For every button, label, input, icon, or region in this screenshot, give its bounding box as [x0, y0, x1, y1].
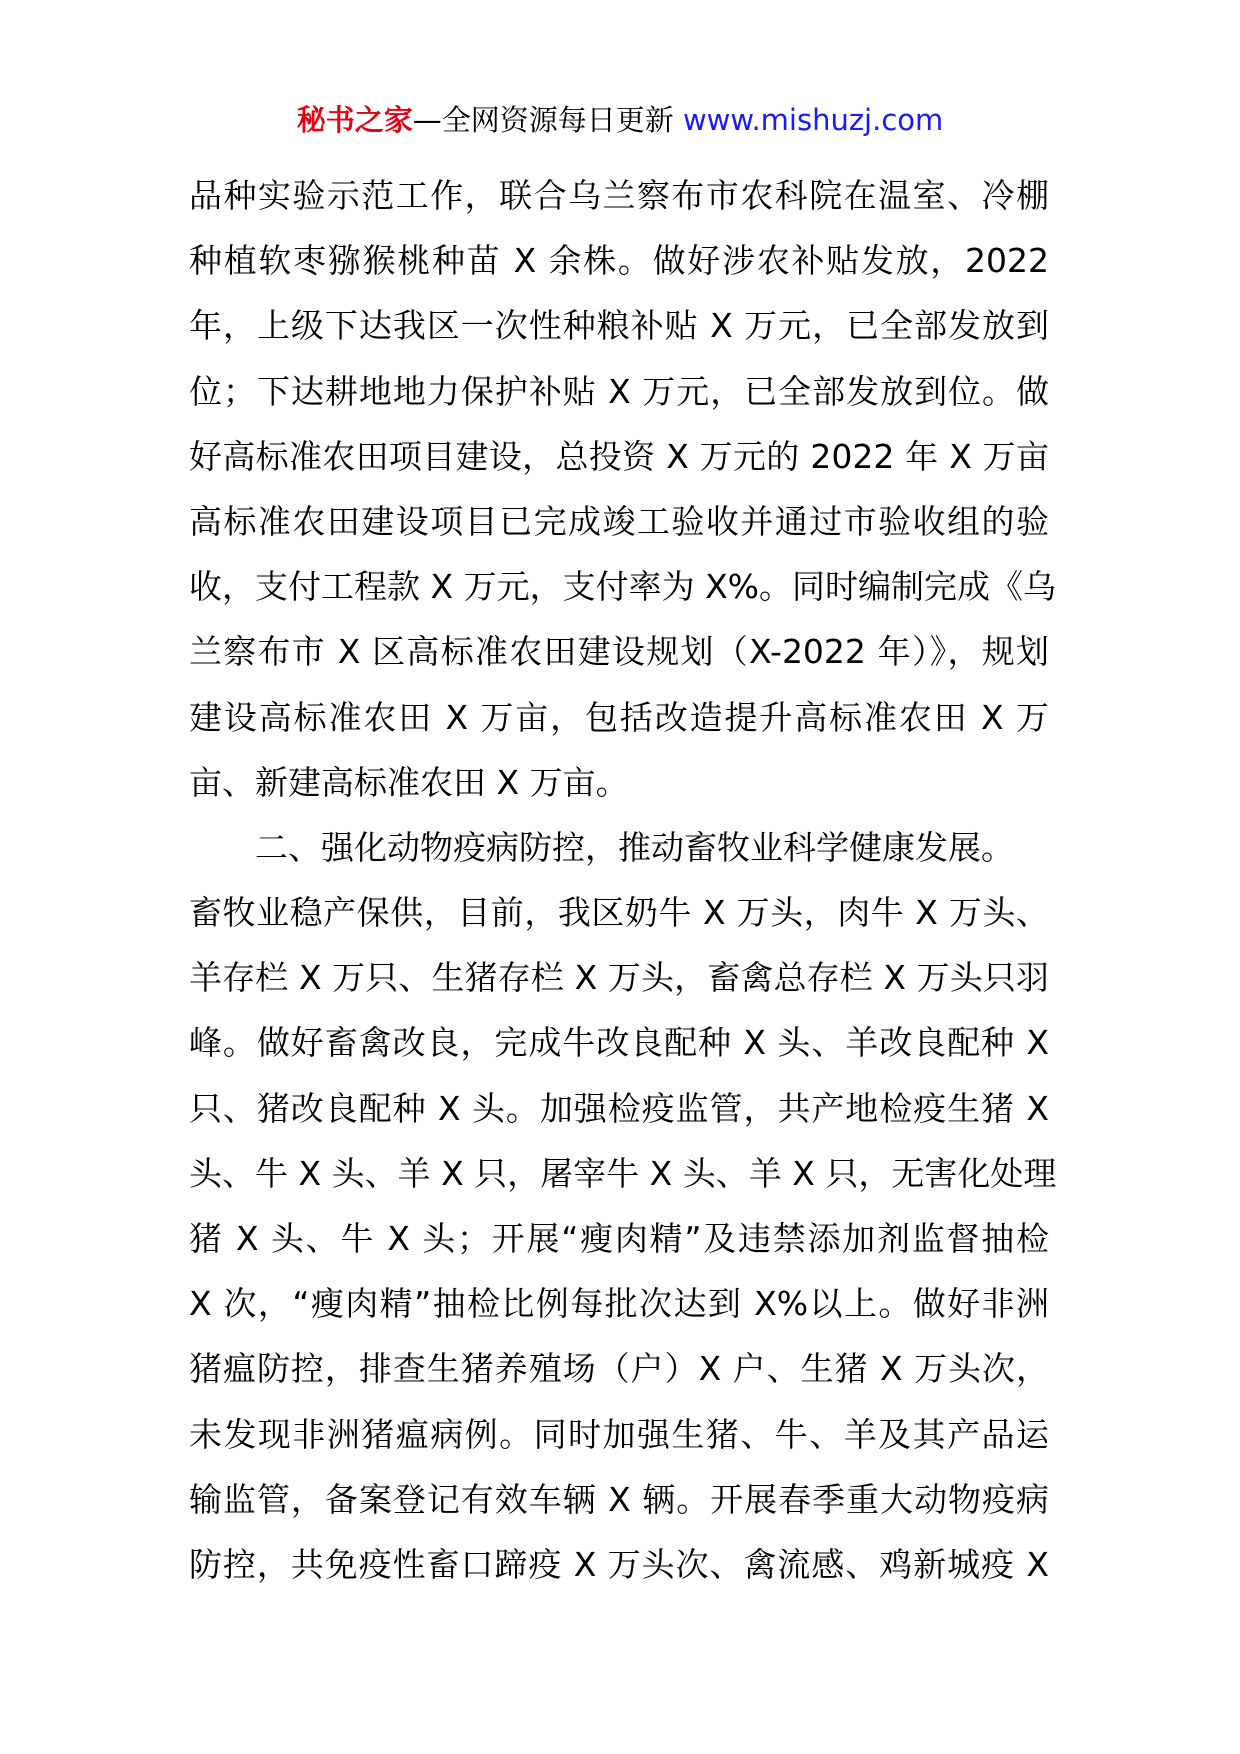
body-line: 亩、新建高标准农田 X 万亩。	[189, 762, 629, 802]
body-line: 好高标准农田项目建设，总投资 X 万元的 2022 年 X 万亩	[189, 436, 1049, 476]
banner-brand: 秘书之家	[296, 103, 413, 137]
body-line: X 次，“瘦肉精”抽检比例每批次达到 X%以上。做好非洲	[189, 1284, 1049, 1324]
body-line: 畜牧业稳产保供，目前，我区奶牛 X 万头，肉牛 X 万头、	[189, 893, 1049, 933]
body-line: 峰。做好畜禽改良，完成牛改良配种 X 头、羊改良配种 X	[189, 1023, 1049, 1063]
body-line: 收，支付工程款 X 万元，支付率为 X%。同时编制完成《乌	[189, 567, 1057, 607]
body-line: 羊存栏 X 万只、生猪存栏 X 万头，畜禽总存栏 X 万头只羽	[189, 958, 1049, 998]
body-line: 输监管，备案登记有效车辆 X 辆。开展春季重大动物疫病	[189, 1479, 1049, 1519]
body-line: 猪瘟防控，排查生猪养殖场（户）X 户、生猪 X 万头次，	[189, 1349, 1049, 1389]
body-line: 未发现非洲猪瘟病例。同时加强生猪、牛、羊及其产品运	[189, 1414, 1049, 1454]
body-line: 猪 X 头、牛 X 头；开展“瘦肉精”及违禁添加剂监督抽检	[189, 1219, 1049, 1258]
body-line: 种植软枣猕猴桃种苗 X 余株。做好涉农补贴发放，2022	[189, 241, 1049, 281]
body-line: 年，上级下达我区一次性种粮补贴 X 万元，已全部发放到	[189, 306, 1049, 346]
body-line: 兰察布市 X 区高标准农田建设规划（X-2022 年）》，规划	[189, 632, 1049, 672]
body-line: 建设高标准农田 X 万亩，包括改造提升高标准农田 X 万	[189, 697, 1049, 737]
site-banner	[0, 100, 1240, 140]
document-body	[189, 163, 1057, 1597]
body-line: 位；下达耕地地力保护补贴 X 万元，已全部发放到位。做	[189, 371, 1049, 411]
body-line: 高标准农田建设项目已完成竣工验收并通过市验收组的验	[189, 501, 1049, 541]
body-line: 头、牛 X 头、羊 X 只，屠宰牛 X 头、羊 X 只，无害化处理	[189, 1153, 1057, 1193]
banner-url[interactable]: www.mishuzj.com	[682, 103, 944, 137]
body-line: 防控，共免疫性畜口蹄疫 X 万头次、禽流感、鸡新城疫 X	[189, 1544, 1049, 1584]
section-heading: 二、强化动物疫病防控，推动畜牧业科学健康发展。	[255, 827, 1014, 867]
body-line: 只、猪改良配种 X 头。加强检疫监管，共产地检疫生猪 X	[189, 1088, 1049, 1128]
banner-tagline: —全网资源每日更新	[412, 103, 674, 137]
body-line: 品种实验示范工作，联合乌兰察布市农科院在温室、冷棚	[189, 176, 1049, 215]
